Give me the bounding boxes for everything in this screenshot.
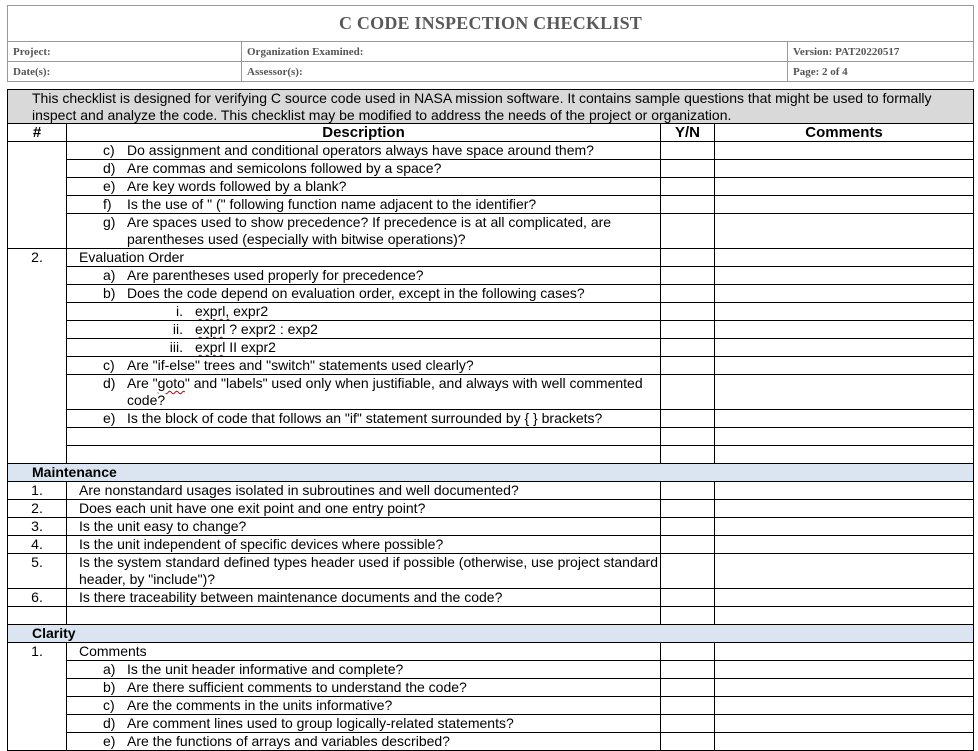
checklist-table — [7, 89, 974, 751]
document-header — [7, 5, 974, 82]
yn-cell[interactable] — [661, 196, 715, 214]
yn-cell[interactable] — [661, 214, 715, 249]
empty-description — [67, 607, 661, 625]
project-field: Project: — [8, 42, 242, 62]
comments-cell[interactable] — [715, 589, 974, 607]
table-row — [8, 697, 974, 715]
yn-cell[interactable] — [661, 715, 715, 733]
item-description: b) Are there sufficient comments to understand the code? — [67, 679, 661, 697]
item-description: d) Are comment lines used to group logically-related statements? — [67, 715, 661, 733]
col-num-header: # — [8, 124, 67, 142]
yn-cell[interactable] — [661, 536, 715, 554]
table-row — [8, 249, 974, 267]
comments-cell[interactable] — [715, 500, 974, 518]
yn-cell[interactable] — [661, 267, 715, 285]
page-number-field: Page: 2 of 4 — [788, 62, 974, 82]
table-row — [8, 554, 974, 589]
yn-cell[interactable] — [661, 661, 715, 679]
comments-cell[interactable] — [715, 321, 974, 339]
table-row — [8, 428, 974, 446]
table-row — [8, 643, 974, 661]
comments-cell[interactable] — [715, 375, 974, 410]
item-description: Is the unit easy to change? — [67, 518, 661, 536]
item-number-cell: 1. — [8, 482, 67, 500]
item-description: e) Are key words followed by a blank? — [67, 178, 661, 196]
item-description: e) Are the functions of arrays and variables described? — [67, 733, 661, 751]
item-description: ii. exprl ? expr2 : exp2 — [67, 321, 661, 339]
item-description: d) Are commas and semicolons followed by a space? — [67, 160, 661, 178]
yn-cell[interactable] — [661, 285, 715, 303]
comments-cell[interactable] — [715, 428, 974, 446]
item-description: d) Are "goto" and "labels" used only when justifiable, and always with well commented code? — [67, 375, 661, 410]
table-row — [8, 661, 974, 679]
col-description-header: Description — [67, 124, 661, 142]
comments-cell[interactable] — [715, 410, 974, 428]
comments-cell[interactable] — [715, 643, 974, 661]
item-description: c) Do assignment and conditional operators always have space around them? — [67, 142, 661, 160]
col-yn-header: Y/N — [661, 124, 715, 142]
yn-cell[interactable] — [661, 160, 715, 178]
yn-cell[interactable] — [661, 375, 715, 410]
item-description: Comments — [67, 643, 661, 661]
yn-cell[interactable] — [661, 178, 715, 196]
item-description: Does each unit have one exit point and one entry point? — [67, 500, 661, 518]
comments-cell[interactable] — [715, 357, 974, 375]
table-row — [8, 160, 974, 178]
yn-cell[interactable] — [661, 500, 715, 518]
item-number-cell: 2. — [8, 249, 67, 464]
yn-cell[interactable] — [661, 643, 715, 661]
comments-cell[interactable] — [715, 214, 974, 249]
table-row — [8, 482, 974, 500]
comments-cell[interactable] — [715, 536, 974, 554]
yn-cell[interactable] — [661, 428, 715, 446]
yn-cell[interactable] — [661, 357, 715, 375]
item-description: Is the system standard defined types header used if possible (otherwise, use project standard header, by "include")? — [67, 554, 661, 589]
table-row — [8, 142, 974, 160]
yn-cell[interactable] — [661, 339, 715, 357]
yn-cell[interactable] — [661, 697, 715, 715]
empty-description — [67, 428, 661, 446]
comments-cell[interactable] — [715, 249, 974, 267]
comments-cell[interactable] — [715, 285, 974, 303]
item-number-cell: 5. — [8, 554, 67, 589]
item-number-cell: 2. — [8, 500, 67, 518]
yn-cell[interactable] — [661, 321, 715, 339]
comments-cell[interactable] — [715, 554, 974, 589]
item-description: g) Are spaces used to show precedence? If precedence is at all complicated, are parentheses used (especially with bitwise operations)? — [67, 214, 661, 249]
table-row — [8, 518, 974, 536]
table-row — [8, 196, 974, 214]
col-comments-header: Comments — [715, 124, 974, 142]
table-row — [8, 178, 974, 196]
yn-cell[interactable] — [661, 142, 715, 160]
comments-cell[interactable] — [715, 303, 974, 321]
comments-cell[interactable] — [715, 160, 974, 178]
yn-cell[interactable] — [661, 518, 715, 536]
table-row — [8, 733, 974, 751]
item-description: a) Are parentheses used properly for precedence? — [67, 267, 661, 285]
yn-cell[interactable] — [661, 249, 715, 267]
yn-cell[interactable] — [661, 303, 715, 321]
yn-cell[interactable] — [661, 589, 715, 607]
yn-cell[interactable] — [661, 733, 715, 751]
item-description: Is the unit independent of specific devices where possible? — [67, 536, 661, 554]
item-description: i. exprl, expr2 — [67, 303, 661, 321]
table-row — [8, 339, 974, 357]
table-row — [8, 214, 974, 249]
comments-cell[interactable] — [715, 733, 974, 751]
item-description: Evaluation Order — [67, 249, 661, 267]
table-row — [8, 303, 974, 321]
item-number-cell: 1. — [8, 643, 67, 751]
item-number-cell: 6. — [8, 589, 67, 607]
yn-cell[interactable] — [661, 482, 715, 500]
assessors-field: Assessor(s): — [242, 62, 788, 82]
table-row — [8, 357, 974, 375]
intro-text: This checklist is designed for verifying C source code used in NASA mission software. It contains sample questions that might be used to formally inspect and analyze the code. This checklist may be modified to address the needs of the project or organization. — [8, 90, 974, 124]
table-row — [8, 500, 974, 518]
table-row — [8, 607, 974, 625]
comments-cell[interactable] — [715, 661, 974, 679]
comments-cell[interactable] — [715, 267, 974, 285]
item-description: c) Are "if-else" trees and "switch" statements used clearly? — [67, 357, 661, 375]
comments-cell[interactable] — [715, 697, 974, 715]
yn-cell[interactable] — [661, 554, 715, 589]
comments-cell[interactable] — [715, 142, 974, 160]
item-number-cell: 4. — [8, 536, 67, 554]
table-row — [8, 715, 974, 733]
comments-cell[interactable] — [715, 339, 974, 357]
table-row — [8, 375, 974, 410]
comments-cell[interactable] — [715, 178, 974, 196]
section-header-maintenance: Maintenance — [8, 464, 974, 482]
item-description: a) Is the unit header informative and complete? — [67, 661, 661, 679]
item-description: f) Is the use of " (" following function name adjacent to the identifier? — [67, 196, 661, 214]
table-row — [8, 410, 974, 428]
table-row — [8, 536, 974, 554]
item-description: Is there traceability between maintenance documents and the code? — [67, 589, 661, 607]
yn-cell[interactable] — [661, 410, 715, 428]
comments-cell[interactable] — [715, 196, 974, 214]
comments-cell[interactable] — [715, 679, 974, 697]
table-row — [8, 446, 974, 464]
item-description: iii. exprl II expr2 — [67, 339, 661, 357]
version-field: Version: PAT20220517 — [788, 42, 974, 62]
item-description: c) Are the comments in the units informative? — [67, 697, 661, 715]
comments-cell[interactable] — [715, 518, 974, 536]
table-row — [8, 589, 974, 607]
comments-cell[interactable] — [715, 715, 974, 733]
column-header-row — [8, 124, 974, 142]
table-row — [8, 321, 974, 339]
section-header-clarity: Clarity — [8, 625, 974, 643]
page-title: C CODE INSPECTION CHECKLIST — [8, 6, 974, 42]
comments-cell[interactable] — [715, 607, 974, 625]
yn-cell[interactable] — [661, 607, 715, 625]
item-description: e) Is the block of code that follows an "if" statement surrounded by { } brackets? — [67, 410, 661, 428]
table-row — [8, 285, 974, 303]
item-description: Are nonstandard usages isolated in subroutines and well documented? — [67, 482, 661, 500]
item-number-cell: 3. — [8, 518, 67, 536]
item-description: b) Does the code depend on evaluation order, except in the following cases? — [67, 285, 661, 303]
empty-number-cell — [8, 607, 67, 625]
empty-description — [67, 446, 661, 464]
comments-cell[interactable] — [715, 482, 974, 500]
yn-cell[interactable] — [661, 446, 715, 464]
yn-cell[interactable] — [661, 679, 715, 697]
comments-cell[interactable] — [715, 446, 974, 464]
dates-field: Date(s): — [8, 62, 242, 82]
table-row — [8, 679, 974, 697]
organization-field: Organization Examined: — [242, 42, 788, 62]
table-row — [8, 267, 974, 285]
item-number-cell — [8, 142, 67, 249]
